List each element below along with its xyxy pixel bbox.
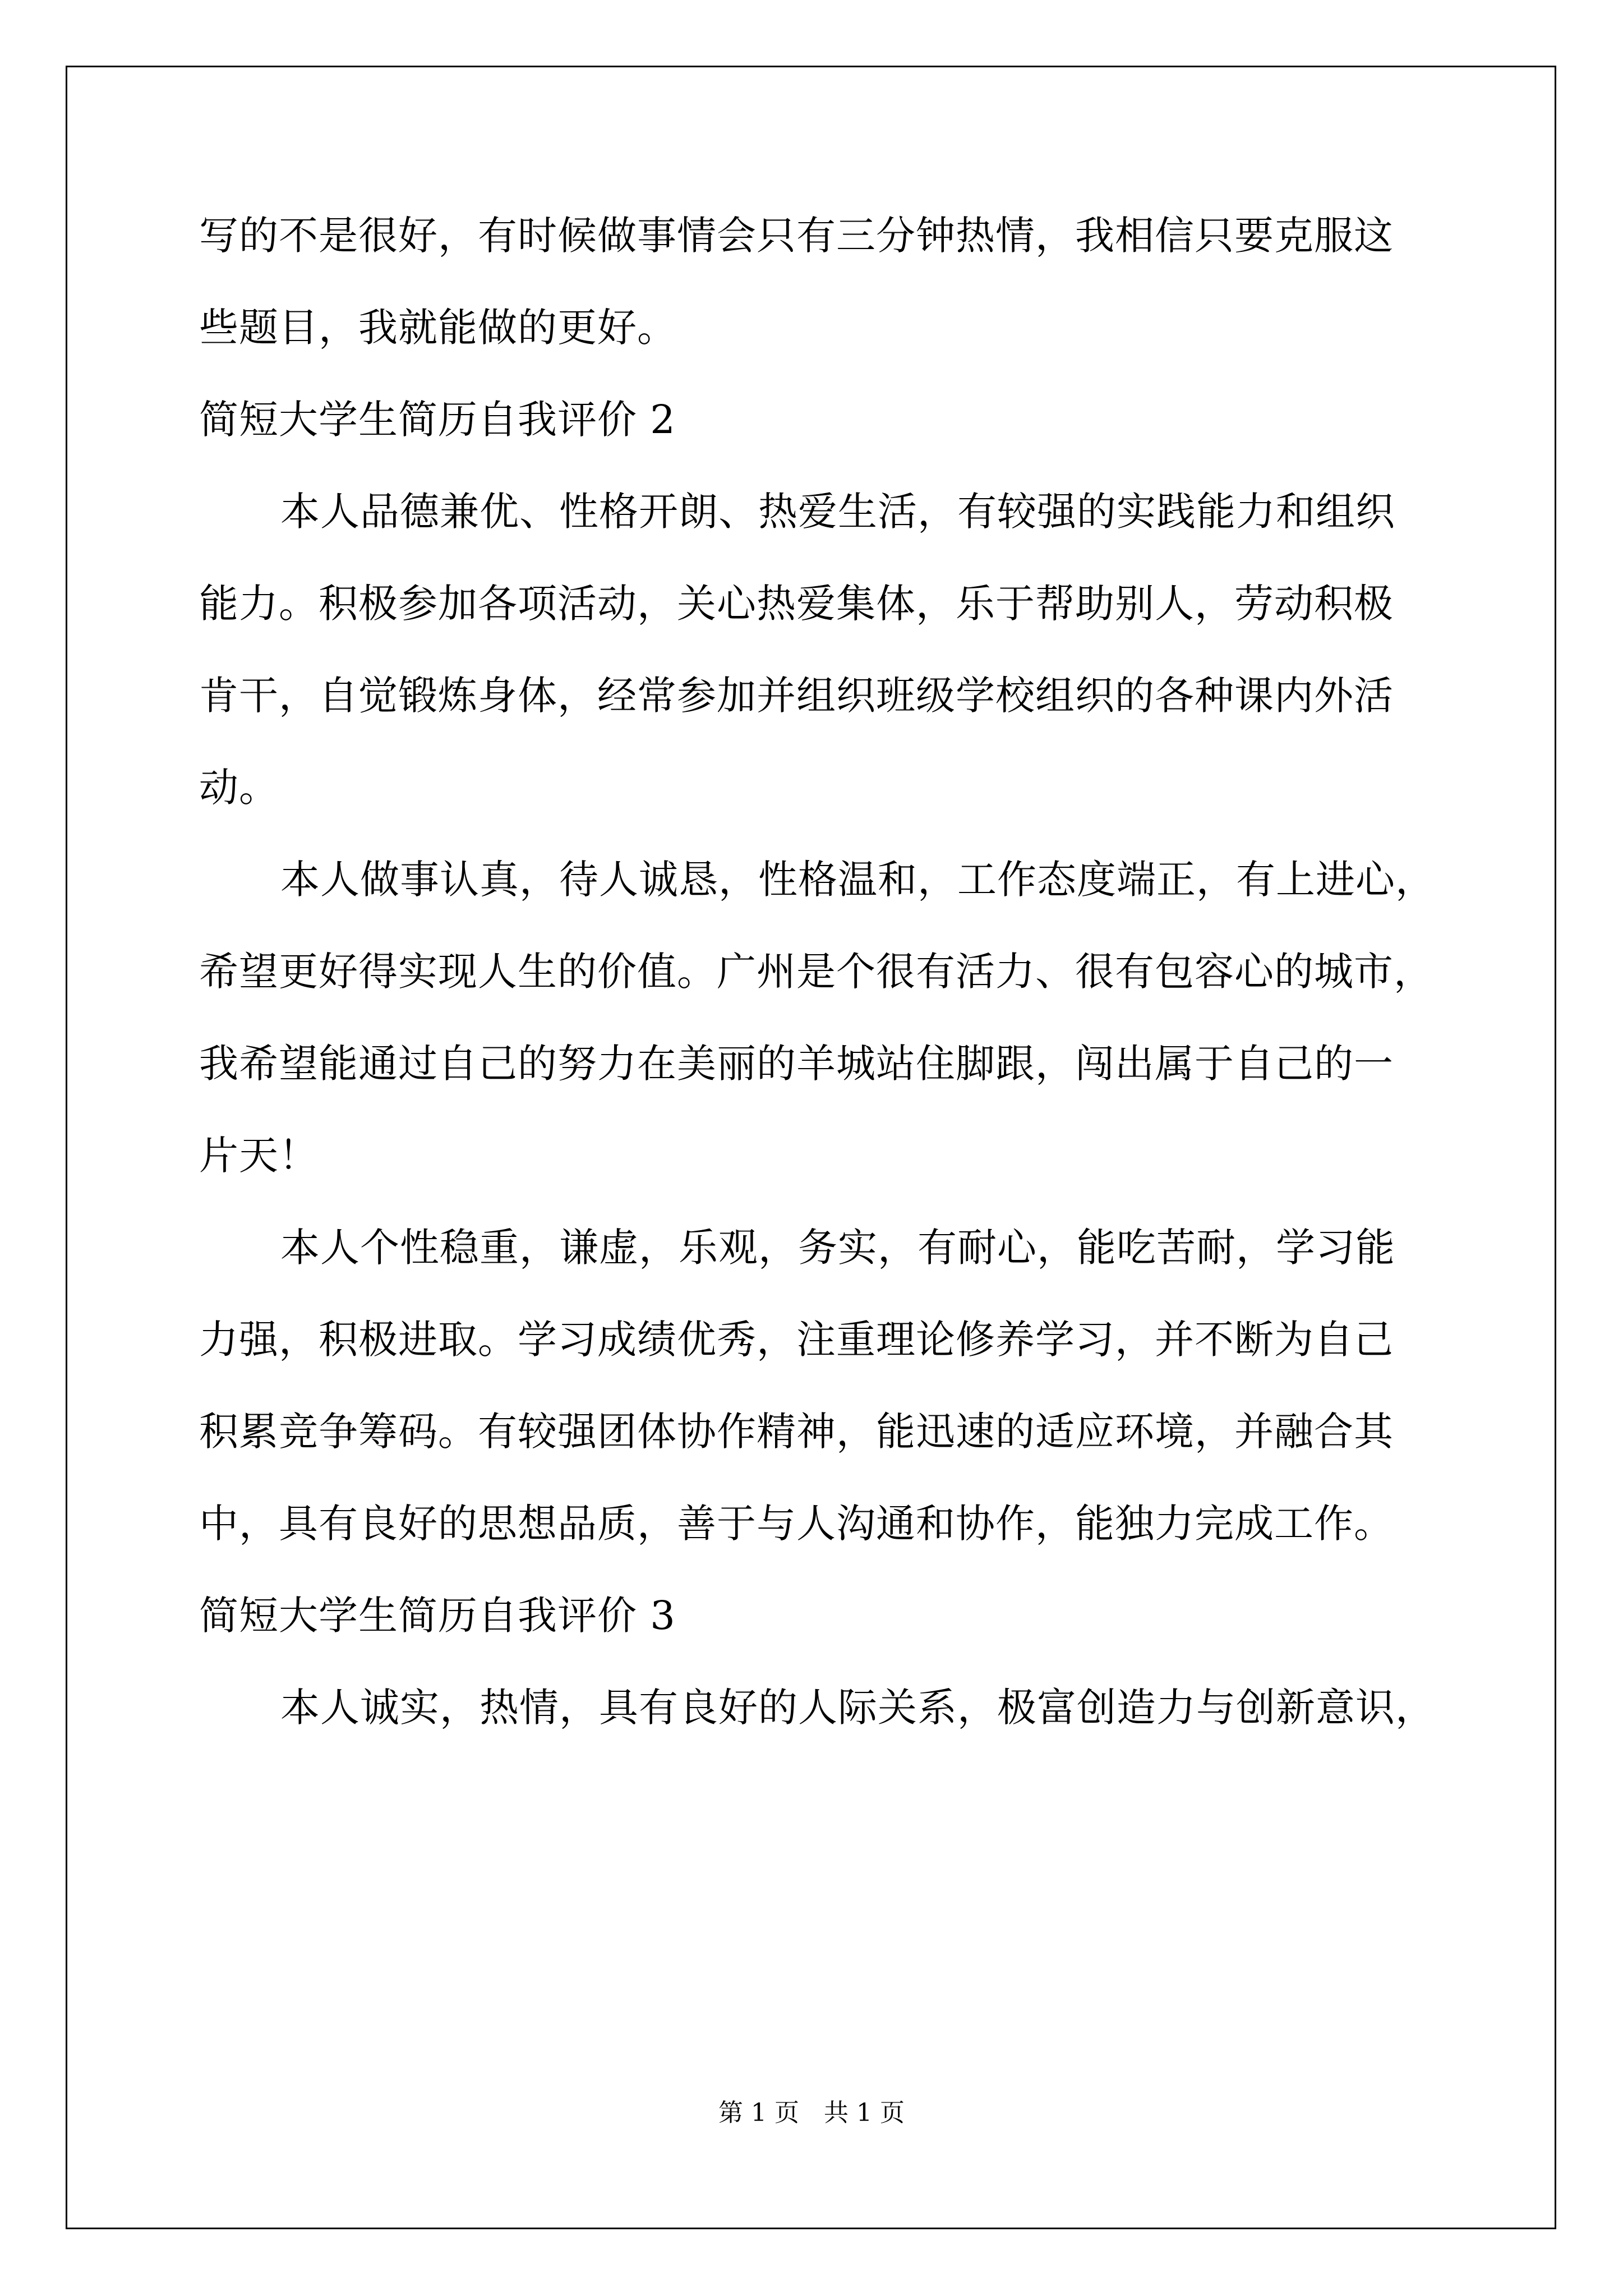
text-line-17: 本人诚实，热情，具有良好的人际关系，极富创造力与创新意识， [280, 1685, 1435, 1731]
text-line-5: 能力。积极参加各项活动，关心热爱集体，乐于帮助别人，劳动积极 [199, 581, 1394, 627]
text-line-11: 片天！ [199, 1133, 319, 1179]
page-footer: 第 1 页 共 1 页 [718, 2099, 905, 2127]
text-line-12: 本人个性稳重，谦虚，乐观，务实，有耐心，能吃苦耐，学习能 [280, 1225, 1395, 1271]
text-line-4: 本人品德兼优、性格开朗、热爱生活，有较强的实践能力和组织 [280, 489, 1395, 535]
section-heading-3: 简短大学生简历自我评价 3 [199, 1593, 676, 1639]
text-line-1: 写的不是很好，有时候做事情会只有三分钟热情，我相信只要克服这 [199, 213, 1394, 259]
text-line-14: 积累竞争筹码。有较强团体协作精神，能迅速的适应环境，并融合其 [199, 1409, 1394, 1455]
text-line-7: 动。 [199, 765, 279, 811]
text-line-8: 本人做事认真，待人诚恳，性格温和，工作态度端正，有上进心， [280, 857, 1435, 903]
text-line-15: 中，具有良好的思想品质，善于与人沟通和协作，能独力完成工作。 [199, 1501, 1394, 1547]
text-line-6: 肯干，自觉锻炼身体，经常参加并组织班级学校组织的各种课内外活 [199, 673, 1394, 719]
text-line-2: 些题目，我就能做的更好。 [199, 305, 677, 351]
text-line-10: 我希望能通过自己的努力在美丽的羊城站住脚跟，闯出属于自己的一 [199, 1041, 1394, 1087]
document-body [199, 213, 1436, 1780]
text-line-13: 力强，积极进取。学习成绩优秀，注重理论修养学习，并不断为自己 [199, 1317, 1394, 1363]
text-line-9: 希望更好得实现人生的价值。广州是个很有活力、很有包容心的城市， [199, 949, 1433, 995]
section-heading-2: 简短大学生简历自我评价 2 [199, 397, 676, 443]
